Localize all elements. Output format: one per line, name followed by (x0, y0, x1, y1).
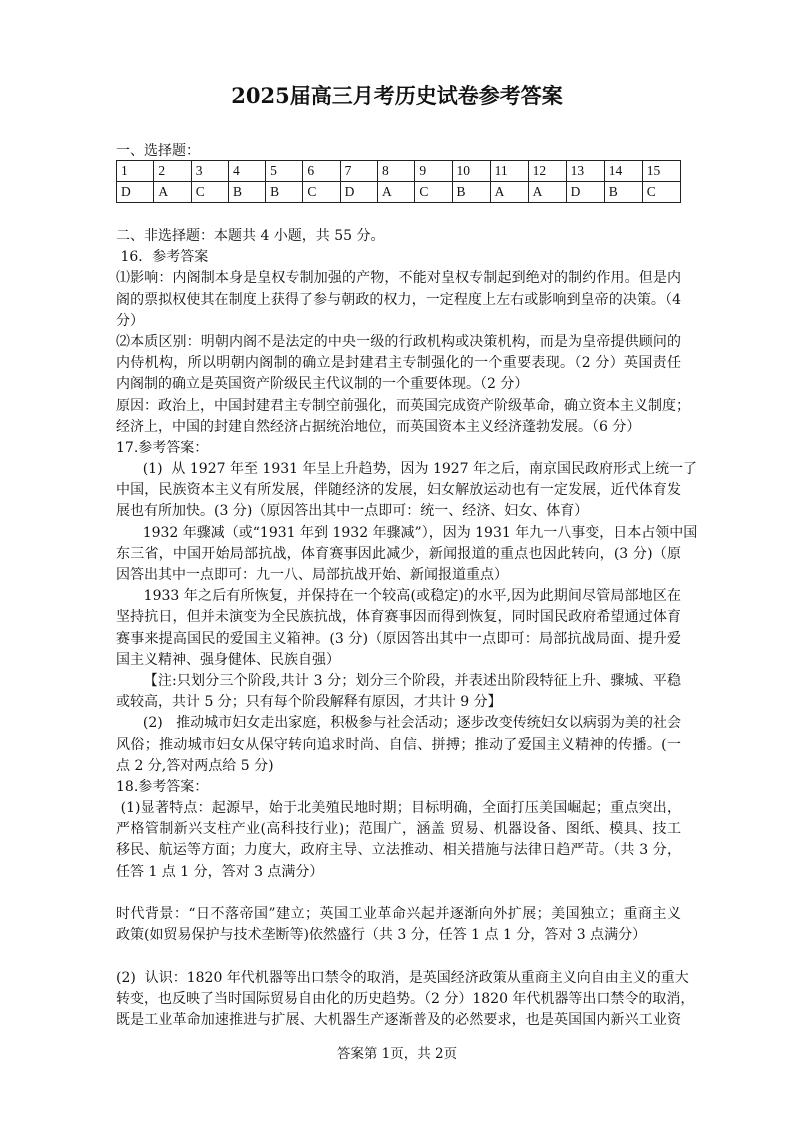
text-line: 二、非选择题：本题共 4 小题，共 55 分。 (116, 228, 385, 244)
answer-cell: C (191, 182, 228, 203)
answer-cell: A (377, 182, 414, 203)
question-number-cell: 13 (566, 161, 604, 182)
answer-row (117, 182, 681, 203)
question-number-cell: 12 (528, 161, 566, 182)
page-footer: 答案第 1页，共 2页 (336, 1046, 458, 1062)
text-line: 分） (116, 312, 144, 329)
question-number-cell: 8 (377, 161, 414, 182)
question-number-cell: 5 (266, 161, 303, 182)
answer-cell: C (642, 182, 680, 203)
section-heading-choice: 一、选择题： (116, 143, 200, 159)
question-number-cell: 15 (642, 161, 680, 182)
text-line: 经济上，中国的封建自然经济占据统治地位，而英国资本主义经济蓬勃发展。（6 分） (116, 418, 641, 435)
text-line: 17.参考答案： (116, 439, 209, 456)
text-line: 内阁制的确立是英国资产阶级民主代议制的一个重要体现。（2 分） (116, 376, 529, 393)
text-line: 1932 年骤减（或“1931 年到 1932 年骤减”），因为 1931 年九一八事变，日本占领中国 (116, 524, 698, 541)
question-number-cell: 14 (604, 161, 642, 182)
text-line: 展也有所加快。(3 分)（原因答出其中一点即可：统一、经济、妇女、体育） (116, 503, 589, 520)
answer-cell: B (452, 182, 490, 203)
text-line: 1933 年之后有所恢复，并保持在一个较高(或稳定)的水平,因为此期间尽管局部地区在 (116, 588, 681, 605)
text-line: 内侍机构，所以明朝内阁制的确立是封建君主专制强化的一个重要表现。（2 分）英国责任 (116, 355, 681, 372)
text-line: 任答 1 点 1 分，答对 3 点满分） (116, 863, 324, 880)
text-line: (1)显著特点：起源早，始于北美殖民地时期；目标明确，全面打压美国崛起；重点突出， (116, 800, 681, 817)
question-number-cell: 2 (154, 161, 191, 182)
answer-cell: D (117, 182, 154, 203)
answer-cell: A (490, 182, 528, 203)
text-line: 既是工业革命加速推进与扩展、大机器生产逐渐普及的必然要求，也是英国国内新兴工业资 (116, 1011, 681, 1028)
question-number-cell: 7 (340, 161, 377, 182)
text-line: 阁的票拟权使其在制度上获得了参与朝政的权力，一定程度上左右或影响到皇帝的决策。（4 (116, 291, 681, 308)
text-line: 或较高，共计 5 分；只有每个阶段解释有原因，才共计 9 分】 (116, 694, 502, 711)
answer-table (116, 160, 681, 203)
answer-body (116, 226, 698, 1031)
text-line (116, 883, 681, 904)
answer-cell: D (566, 182, 604, 203)
page-title: 2025届高三月考历史试卷参考答案 (231, 83, 563, 108)
text-line: 因答出其中一点即可：九一八、局部抗战开始、新闻报道重点） (116, 567, 508, 583)
answer-cell: B (266, 182, 303, 203)
text-line: ⑴影响：内阁制本身是皇权专制加强的产物，不能对皇权专制起到绝对的制约作用。但是内 (116, 270, 681, 287)
question-number-cell: 11 (490, 161, 528, 182)
text-line: 时代背景：“日不落帝国”建立；英国工业革命兴起并逐渐向外扩展；美国独立；重商主义 (116, 906, 681, 922)
text-line: 东三省，中国开始局部抗战，体育赛事因此减少，新闻报道的重点也因此转向，(3 分)（原 (116, 545, 681, 562)
text-line (116, 946, 681, 967)
answer-cell: C (303, 182, 340, 203)
answer-cell: B (604, 182, 642, 203)
question-number-cell: 9 (415, 161, 452, 182)
text-line: 16．参考答案 (116, 249, 209, 266)
text-line: (1) 从 1927 年至 1931 年呈上升趋势，因为 1927 年之后，南京国民政府形式上统一了 (116, 461, 698, 478)
text-line: 转变，也反映了当时国际贸易自由化的历史趋势。（2 分）1820 年代机器等出口禁令的取消， (116, 990, 695, 1007)
text-line: 移民、航运等方面；力度大，政府主导、立法推动、相关措施与法律日趋严苛。（共 3 分， (116, 842, 681, 859)
question-number-row (117, 161, 681, 182)
question-number-cell: 3 (191, 161, 228, 182)
answer-cell: B (228, 182, 265, 203)
text-line: 18.参考答案： (116, 778, 209, 795)
question-number-cell: 1 (117, 161, 154, 182)
text-line: 点 2 分,答对两点给 5 分) (116, 757, 274, 774)
answer-cell: D (340, 182, 377, 203)
text-line: (2) 认识：1820 年代机器等出口禁令的取消，是英国经济政策从重商主义向自由主义的重大 (116, 969, 689, 986)
text-line: 原因：政治上，中国封建君主专制空前强化，而英国完成资产阶级革命，确立资本主义制度； (116, 397, 690, 414)
text-line: 政策(如贸易保护与技术垄断等)依然盛行（共 3 分，任答 1 点 1 分，答对 3 点满分） (116, 927, 647, 944)
answer-cell: C (415, 182, 452, 203)
text-line: 【注:只划分三个阶段,共计 3 分；划分三个阶段，并表述出阶段特征上升、骤城、平稳 (116, 672, 681, 689)
question-number-cell: 6 (303, 161, 340, 182)
text-line: (2) 推动城市妇女走出家庭，积极参与社会活动；逐步改变传统妇女以病弱为美的社会 (116, 715, 681, 732)
text-line: 风俗；推动城市妇女从保守转向追求时尚、自信、拼搏；推动了爱国主义精神的传播。(一 (116, 736, 681, 753)
answer-cell: A (528, 182, 566, 203)
text-line: 中国，民族资本主义有所发展，伴随经济的发展，妇女解放运动也有一定发展，近代体育发 (116, 482, 681, 499)
question-number-cell: 10 (452, 161, 490, 182)
text-line: 严格管制新兴支柱产业(高科技行业)；范围广，涵盖 贸易、机器设备、图纸、模具、技工 (116, 821, 681, 838)
text-line: ⑵本质区别：明朝内阁不是法定的中央一级的行政机构或决策机构，而是为皇帝提供顾问的 (116, 333, 681, 350)
question-number-cell: 4 (228, 161, 265, 182)
text-line: 赛事来提高国民的爱国主义箱神。(3 分)（原因答出其中一点即可：局部抗战局面、提升爱 (116, 630, 681, 647)
text-line: 国主义精神、强身健体、民族自强） (116, 651, 340, 668)
text-line: 坚持抗日，但并未演变为全民族抗战，体育赛事因而得到恢复，同时国民政府希望通过体育 (116, 609, 681, 626)
answer-cell: A (154, 182, 191, 203)
